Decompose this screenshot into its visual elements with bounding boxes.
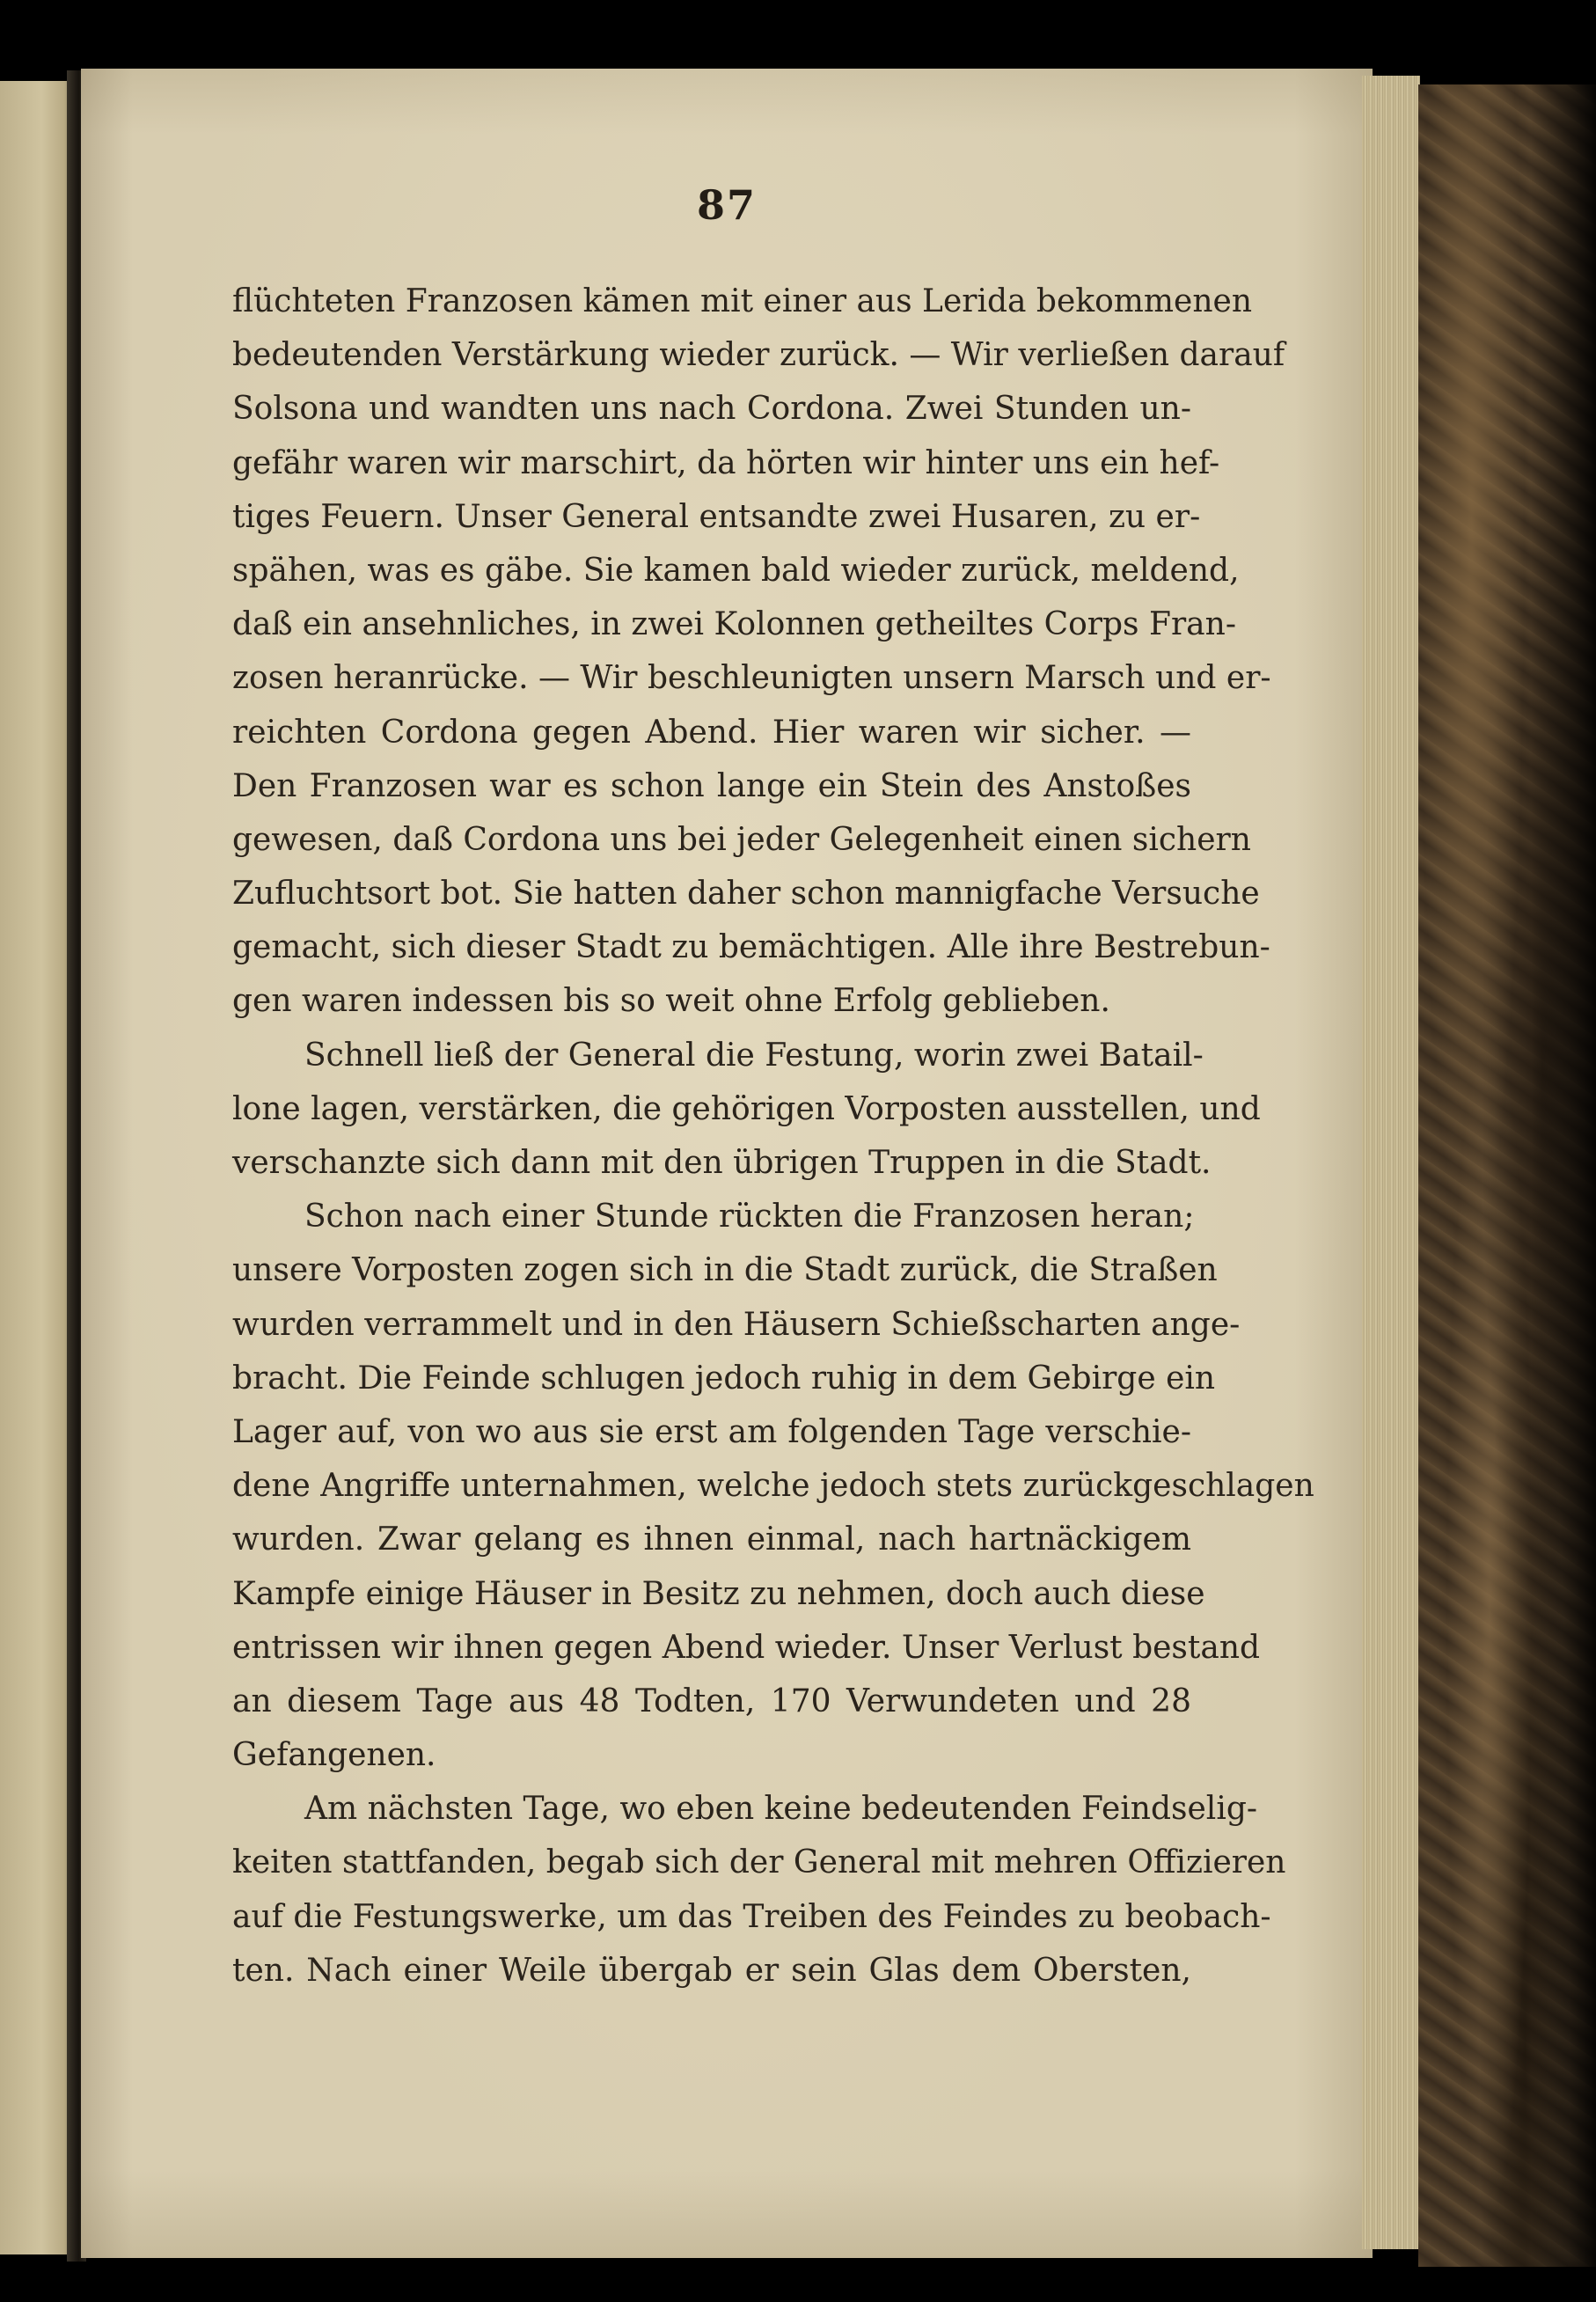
text-line: entrissen wir ihnen gegen Abend wieder. Unser Verlust bestand [232, 1629, 1261, 1666]
text-line: Gefangenen. [232, 1737, 436, 1774]
text-line: auf die Festungswerke, um das Treiben des Feindes zu beobach- [232, 1898, 1271, 1935]
facing-page-edge [0, 81, 76, 2254]
text-line: gen waren indessen bis so weit ohne Erfolg geblieben. [232, 983, 1110, 1020]
text-line: spähen, was es gäbe. Sie kamen bald wieder zurück, meldend, [232, 552, 1240, 589]
text-line: daß ein ansehnliches, in zwei Kolonnen getheiltes Corps Fran- [232, 606, 1236, 643]
text-line: wurden verrammelt und in den Häusern Schießscharten ange- [232, 1306, 1241, 1343]
page-number: 87 [696, 181, 757, 229]
text-line: unsere Vorposten zogen sich in die Stadt zurück, die Straßen [232, 1252, 1218, 1289]
text-line: verschanzte sich dann mit den übrigen Truppen in die Stadt. [232, 1145, 1212, 1181]
text-line: tiges Feuern. Unser General entsandte zwei Husaren, zu er- [232, 498, 1201, 535]
text-line: Am nächsten Tage, wo eben keine bedeutenden Feindselig- [304, 1791, 1258, 1828]
text-line: bedeutenden Verstärkung wieder zurück. — Wir verließen darauf [232, 337, 1285, 374]
text-line: bracht. Die Feinde schlugen jedoch ruhig in dem Gebirge ein [232, 1360, 1216, 1397]
text-line: Lager auf, von wo aus sie erst am folgenden Tage verschie- [232, 1413, 1191, 1450]
text-line: ten. Nach einer Weile übergab er sein Glas dem Obersten, [232, 1952, 1191, 1989]
text-line: gefähr waren wir marschirt, da hörten wir hinter uns ein hef- [232, 444, 1220, 481]
text-line: gewesen, daß Cordona uns bei jeder Gelegenheit einen sichern [232, 821, 1251, 858]
text-line: Schon nach einer Stunde rückten die Franzosen heran; [304, 1199, 1195, 1235]
text-line: lone lagen, verstärken, die gehörigen Vorposten ausstellen, und [232, 1090, 1261, 1127]
text-line: Kampfe einige Häuser in Besitz zu nehmen, doch auch diese [232, 1575, 1205, 1612]
text-line: keiten stattfanden, begab sich der General mit mehren Offizieren [232, 1844, 1286, 1881]
text-line: Schnell ließ der General die Festung, worin zwei Batail- [304, 1037, 1204, 1074]
text-line: reichten Cordona gegen Abend. Hier waren wir sicher. — [232, 714, 1191, 751]
text-line: wurden. Zwar gelang es ihnen einmal, nach hartnäckigem [232, 1521, 1191, 1558]
cover-shadow [1531, 79, 1596, 2279]
text-line: Solsona und wandten uns nach Cordona. Zwei Stunden un- [232, 391, 1191, 428]
text-line: Den Franzosen war es schon lange ein Stein des Anstoßes [232, 767, 1191, 804]
text-line: flüchteten Franzosen kämen mit einer aus Lerida bekommenen [232, 283, 1253, 319]
text-line: Zufluchtsort bot. Sie hatten daher schon mannigfache Versuche [232, 876, 1260, 913]
text-line: zosen heranrücke. — Wir beschleunigten unsern Marsch und er- [232, 660, 1271, 697]
body-text [232, 275, 1314, 1998]
text-line: gemacht, sich dieser Stadt zu bemächtigen. Alle ihre Bestrebun- [232, 929, 1270, 966]
text-line: dene Angriffe unternahmen, welche jedoch stets zurückgeschlagen [232, 1468, 1314, 1505]
page-stack-edges [1362, 76, 1420, 2249]
text-line: an diesem Tage aus 48 Todten, 170 Verwundeten und 28 [232, 1683, 1191, 1719]
